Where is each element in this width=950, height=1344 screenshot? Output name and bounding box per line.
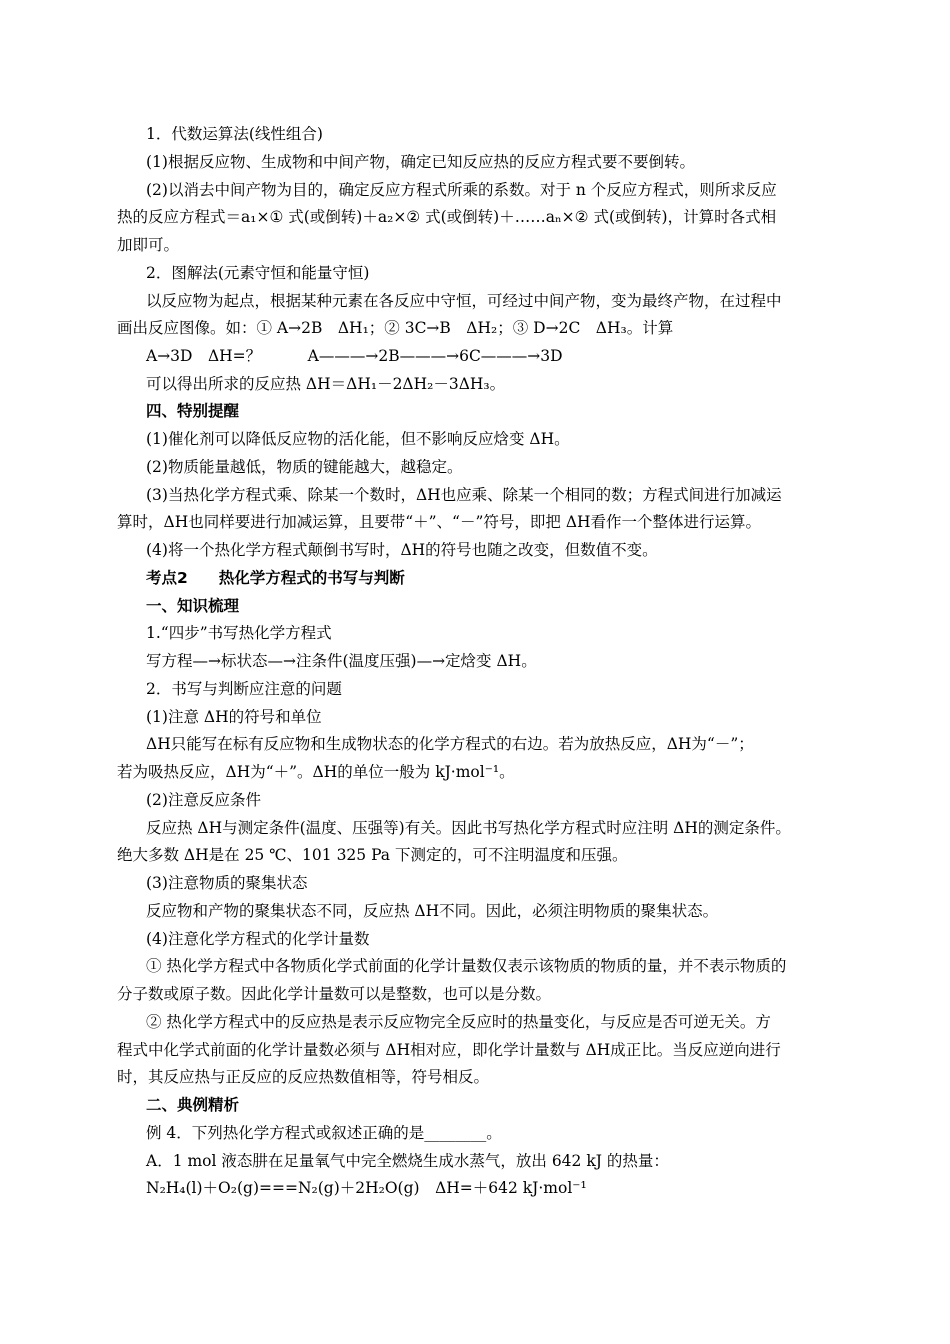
text-line: 绝大多数 ΔH是在 25 ℃、101 325 Pa 下测定的，可不注明温度和压强。 [117, 846, 628, 864]
text-line: (3)当热化学方程式乘、除某一个数时，ΔH也应乘、除某一个相同的数；方程式间进行加减运 [146, 486, 782, 504]
text-line: (2)以消去中间产物为目的，确定反应方程式所乘的系数。对于 n 个反应方程式，则所求反应 [146, 181, 777, 199]
text-line: 加即可。 [117, 236, 180, 254]
section-heading: 四、特别提醒 [146, 402, 240, 420]
text-line: 2．图解法(元素守恒和能量守恒) [146, 264, 370, 282]
text-line: (1)催化剂可以降低反应物的活化能，但不影响反应焓变 ΔH。 [146, 430, 570, 448]
text-line: 算时，ΔH也同样要进行加减运算，且要带“＋”、“－”符号，即把 ΔH看作一个整体进行运算。 [117, 513, 762, 531]
text-line: 分子数或原子数。因此化学计量数可以是整数，也可以是分数。 [117, 985, 552, 1003]
text-line: 2．书写与判断应注意的问题 [146, 680, 342, 698]
text-line: (4)将一个热化学方程式颠倒书写时，ΔH的符号也随之改变，但数值不变。 [146, 541, 658, 559]
text-line: 写方程—→标状态—→注条件(温度压强)—→定焓变 ΔH。 [146, 652, 537, 670]
text-line: (3)注意物质的聚集状态 [146, 874, 308, 892]
text-line: 画出反应图像。如：① A→2B ΔH₁；② 3C→B ΔH₂；③ D→2C ΔH₃。计算 [117, 319, 674, 337]
text-line: 时，其反应热与正反应的反应热数值相等，符号相反。 [117, 1068, 490, 1086]
section-heading: 一、知识梳理 [146, 597, 240, 615]
text-line: 若为吸热反应，ΔH为“＋”。ΔH的单位一般为 kJ·mol⁻¹。 [117, 763, 515, 781]
text-line: (1)注意 ΔH的符号和单位 [146, 708, 322, 726]
text-line: ① 热化学方程式中各物质化学式前面的化学计量数仅表示该物质的物质的量，并不表示物质的 [146, 957, 787, 975]
text-line: A→3D ΔH=？ A———→2B———→6C———→3D [146, 347, 563, 365]
text-line: 可以得出所求的反应热 ΔH＝ΔH₁－2ΔH₂－3ΔH₃。 [146, 375, 506, 393]
text-line: ② 热化学方程式中的反应热是表示反应物完全反应时的热量变化，与反应是否可逆无关。方 [146, 1013, 771, 1031]
text-line: A．1 mol 液态肼在足量氧气中完全燃烧生成水蒸气，放出 642 kJ 的热量： [146, 1152, 669, 1170]
text-line: 反应热 ΔH与测定条件(温度、压强等)有关。因此书写热化学方程式时应注明 ΔH的测定条件。 [146, 819, 791, 837]
text-line: (2)物质能量越低，物质的键能越大，越稳定。 [146, 458, 463, 476]
text-line: 例 4．下列热化学方程式或叙述正确的是________。 [146, 1124, 502, 1142]
text-line: 1.“四步”书写热化学方程式 [146, 624, 332, 642]
text-line: 程式中化学式前面的化学计量数必须与 ΔH相对应，即化学计量数与 ΔH成正比。当反应逆向进行 [117, 1041, 781, 1059]
text-line: (4)注意化学方程式的化学计量数 [146, 930, 370, 948]
text-line: ΔH只能写在标有反应物和生成物状态的化学方程式的右边。若为放热反应，ΔH为“－”； [146, 735, 754, 753]
text-line: 1．代数运算法(线性组合) [146, 125, 323, 143]
text-line: N₂H₄(l)＋O₂(g)===N₂(g)＋2H₂O(g) ΔH=＋642 kJ·mol⁻¹ [146, 1179, 587, 1197]
text-line: 热的反应方程式＝a₁×① 式(或倒转)＋a₂×② 式(或倒转)＋……aₙ×② 式(或倒转)，计算时各式相 [117, 208, 777, 226]
text-line: 反应物和产物的聚集状态不同，反应热 ΔH不同。因此，必须注明物质的聚集状态。 [146, 902, 719, 920]
section-heading: 考点2 热化学方程式的书写与判断 [146, 569, 405, 587]
text-line: 以反应物为起点，根据某种元素在各反应中守恒，可经过中间产物，变为最终产物，在过程中 [146, 292, 782, 310]
text-line: (1)根据反应物、生成物和中间产物，确定已知反应热的反应方程式要不要倒转。 [146, 153, 695, 171]
text-line: (2)注意反应条件 [146, 791, 261, 809]
section-heading: 二、典例精析 [146, 1096, 240, 1114]
